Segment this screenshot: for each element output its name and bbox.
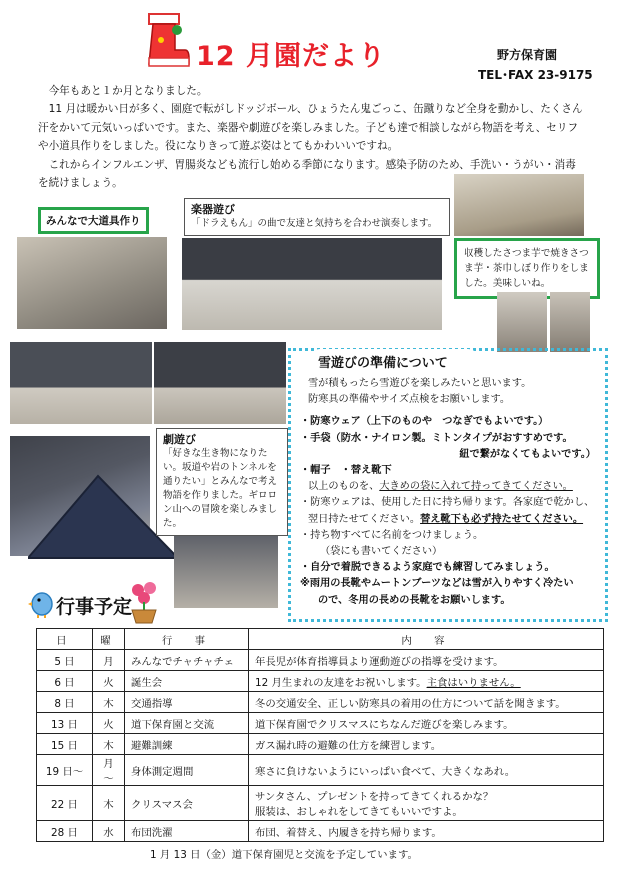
snow-title: 雪遊びの準備について (318, 356, 448, 371)
drama-callout (156, 428, 288, 536)
tel-fax: TEL･FAX 23-9175 (478, 68, 593, 82)
photo-child-eating-2 (550, 292, 590, 352)
music-text: 「ドラえもん」の曲で友達と気持ちを合わせ演奏します。 (191, 218, 438, 229)
snow-underline: 大きめの袋に入れて持ってきてください。 (379, 481, 573, 493)
row-content: ガス漏れ時の避難の仕方を練習します。 (249, 734, 604, 755)
music-title: 楽器遊び (191, 203, 235, 216)
row-event: 交通指導 (125, 692, 249, 713)
snow-item: ・手袋（防水・ナイロン製。ミトンタイプがおすすめです。 (300, 432, 573, 444)
row-content: 年長児が体育指導員より運動遊びの指導を受けます。 (249, 650, 604, 671)
row-content: 寒さに負けないようにいっぱい食べて、大きくなあれ。 (249, 755, 604, 786)
snow-item (300, 512, 600, 528)
row-dow: 火 (93, 671, 125, 692)
row-dow: 月～ (93, 755, 125, 786)
drama-title: 劇遊び (163, 433, 196, 446)
row-day: 8 日 (37, 692, 93, 713)
row-event: クリスマス会 (125, 786, 249, 821)
column-header: 日 (37, 629, 93, 650)
photo-child-eating-1 (497, 292, 547, 352)
table-row (37, 786, 604, 821)
snow-item: 紐で繋がなくてもよいです。） (459, 448, 596, 460)
row-event: 道下保育園と交流 (125, 713, 249, 734)
row-content-text: 12 月生まれの友達をお祝いします。 (255, 676, 427, 689)
props-label: みんなで大道具作り (38, 207, 149, 234)
row-event: 誕生会 (125, 671, 249, 692)
intro-paragraph: これからインフルエンザ、胃腸炎なども流行し始める季節になります。感染予防のため、手洗い・うがい・消毒を続けましょう。 (38, 158, 576, 190)
row-content: 道下保育園でクリスマスにちなんだ遊びを楽しみます。 (249, 713, 604, 734)
table-row (37, 671, 604, 692)
snow-prep-text (300, 376, 600, 609)
row-content (249, 786, 604, 821)
photo-props-making (17, 237, 167, 329)
row-event: 布団洗濯 (125, 821, 249, 842)
row-day: 28 日 (37, 821, 93, 842)
snow-text: 翌日持たせてください。 (308, 513, 421, 525)
row-event: 避難訓練 (125, 734, 249, 755)
row-content (249, 671, 604, 692)
table-header-row (37, 629, 604, 650)
snow-item: ・持ち物すべてに名前をつけましょう。 (300, 529, 484, 541)
snow-line: 防寒具の準備やサイズ点検をお願いします。 (308, 394, 511, 406)
snow-item: ・防寒ウェアは、使用した日に持ち帰ります。各家庭で乾かし、 (300, 497, 595, 509)
schedule-footnote: 1 月 13 日（金）道下保育園児と交流を予定しています。 (150, 849, 418, 861)
music-callout (184, 198, 450, 236)
table-row (37, 734, 604, 755)
table-row (37, 755, 604, 786)
row-content-text: サンタさん、プレゼントを持ってきてくれるかな？ (255, 791, 494, 803)
schedule-table (36, 628, 604, 842)
photo-drama-play-2 (154, 342, 286, 424)
christmas-boot-icon (139, 12, 191, 68)
snow-note: ので、冬用の長めの長靴をお願いします。 (318, 594, 511, 606)
row-day: 15 日 (37, 734, 93, 755)
row-day: 19 日～ (37, 755, 93, 786)
table-row (37, 713, 604, 734)
intro-paragraph: 11 月は暖かい日が多く、園庭で転がしドッジボール、ひょうたん鬼ごっこ、缶蹴りなど全身を動かし、たくさん汗をかいて元気いっぱいです。また、楽器や劇遊びを楽しみました。子ども達で相談しながら物語を考え、セリフや小道具作りをしました。役になりきって遊ぶ姿はとてもかわいいですね。 (38, 103, 583, 153)
column-header: 行 事 (125, 629, 249, 650)
row-day: 13 日 (37, 713, 93, 734)
row-day: 22 日 (37, 786, 93, 821)
snow-item: ・防寒ウェア（上下のものや つなぎでもよいです。） (300, 416, 549, 428)
photo-drama-play-1 (10, 342, 152, 424)
snow-item: ・自分で着脱できるよう家庭でも練習してみましょう。 (300, 562, 555, 574)
snow-text: 以上のものを、 (308, 481, 380, 493)
row-content: 冬の交通安全、正しい防寒具の着用の仕方について話を聞きます。 (249, 692, 604, 713)
row-content: 布団、着替え、内履きを持ち帰ります。 (249, 821, 604, 842)
table-row (37, 692, 604, 713)
row-day: 6 日 (37, 671, 93, 692)
row-dow: 水 (93, 821, 125, 842)
column-header: 内 容 (249, 629, 604, 650)
row-dow: 木 (93, 786, 125, 821)
table-row (37, 821, 604, 842)
photo-drama-play-4 (174, 534, 278, 608)
row-dow: 火 (93, 713, 125, 734)
column-header: 曜 (93, 629, 125, 650)
bird-icon (28, 588, 56, 618)
row-dow: 木 (93, 734, 125, 755)
photo-music-play (182, 238, 442, 330)
row-event: みんなでチャチャチェ (125, 650, 249, 671)
snow-item (300, 479, 600, 495)
row-dow: 木 (93, 692, 125, 713)
schedule-title: 行事予定 (56, 596, 133, 618)
row-content-note: 主食はいりません。 (426, 676, 521, 689)
page-title: 12 月園だより (196, 41, 386, 72)
row-dow: 月 (93, 650, 125, 671)
snow-line: 雪が積もったら雪遊びを楽しみたいと思います。 (308, 378, 532, 389)
row-event: 身体測定週間 (125, 755, 249, 786)
photo-sweet-potato-cooking (454, 174, 584, 236)
intro-paragraph: 今年もあと１か月となりました。 (48, 85, 208, 97)
snow-item: （袋にも書いてください） (320, 546, 443, 558)
school-name: 野方保育園 (497, 48, 558, 62)
row-day: 5 日 (37, 650, 93, 671)
row-content-text: 服装は、おしゃれをしてきてもいいですよ。 (255, 806, 463, 818)
snow-underline: 替え靴下も必ず持たせてください。 (420, 513, 584, 525)
drama-text: 「好きな生き物になりたい。坂道や岩のトンネルを通りたい」とみんなで考え物語を作りました。ギロロン山への冒険を楽しみました。 (163, 448, 278, 529)
snow-item: ・帽子 ・替え靴下 (300, 465, 392, 477)
table-row (37, 650, 604, 671)
potato-caption: 収穫したさつま芋で焼きさつま芋・茶巾しぼり作りをしました。美味しいね。 (454, 238, 600, 299)
flower-pot-icon (126, 580, 162, 624)
snow-note: ※雨用の長靴やムートンブーツなどは雪が入りやすく冷たい (300, 578, 574, 590)
